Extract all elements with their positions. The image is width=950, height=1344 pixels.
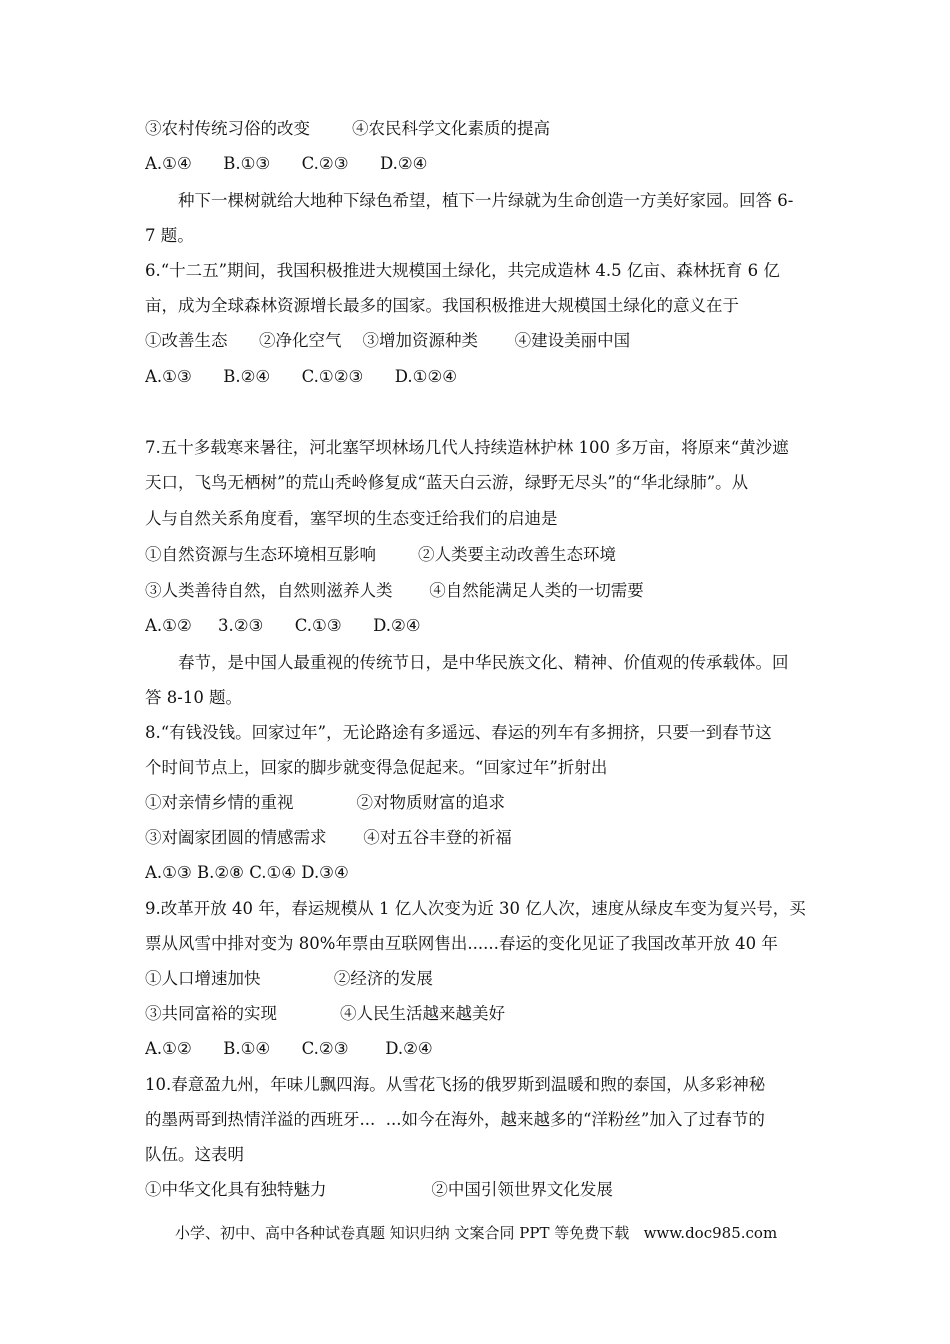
question-10: 10.春意盈九州，年味儿飘四海。从雪花飞扬的俄罗斯到温暖和煦的泰国，从多彩神秘	[145, 1075, 766, 1094]
question-9: 9.改革开放 40 年，春运规模从 1 亿人次变为近 30 亿人次，速度从绿皮车变为复兴号，买	[145, 899, 806, 918]
answer-options: A.①② B.①④ C.②③ D.②④	[145, 1039, 433, 1058]
choice-items: ①中华文化具有独特魅力 ②中国引领世界文化发展	[145, 1180, 613, 1199]
text-line: 的墨两哥到热情洋溢的西班牙... ...如今在海外，越来越多的“洋粉丝”加入了过春节的	[145, 1110, 765, 1129]
section-intro: 春节，是中国人最重视的传统节日，是中华民族文化、精神、价值观的传承载体。回	[178, 653, 789, 672]
text-line: 队伍。这表明	[145, 1145, 244, 1164]
choice-items: ③对阖家团圆的情感需求 ④对五谷丰登的祈福	[145, 828, 512, 847]
text-line: 票从风雪中排对变为 80%年票由互联网售出......春运的变化见证了我国改革开放 40 年	[145, 934, 778, 953]
choice-items: ①自然资源与生态环境相互影响 ②人类要主动改善生态环境	[145, 545, 616, 564]
answer-options: A.①③ B.②④ C.①②③ D.①②④	[145, 367, 458, 386]
text-line: 人与自然关系角度看，塞罕坝的生态变迁给我们的启迪是	[145, 509, 558, 528]
question-7: 7.五十多载寒来暑往，河北塞罕坝林场几代人持续造林护林 100 多万亩，将原来“黄沙遮	[145, 438, 789, 457]
choice-items: ①人口增速加快 ②经济的发展	[145, 969, 433, 988]
text-line: 个时间节点上，回家的脚步就变得急促起来。“回家过年”折射出	[145, 758, 608, 777]
text-line: 天口，飞鸟无栖树”的荒山秃岭修复成“蓝天白云游，绿野无尽头”的“华北绿肺”。从	[145, 473, 749, 492]
choice-items: ①改善生态 ②净化空气 ③增加资源种类 ④建设美丽中国	[145, 331, 631, 350]
choice-items: ①对亲情乡情的重视 ②对物质财富的追求	[145, 793, 505, 812]
question-6: 6.“十二五”期间，我国积极推进大规模国土绿化，共完成造林 4.5 亿亩、森林抚育 6 亿	[145, 261, 780, 280]
answer-options: A.①④ B.①③ C.②③ D.②④	[145, 154, 428, 173]
choice-items: ③人类善待自然，自然则滋养人类 ④自然能满足人类的一切需要	[145, 581, 644, 600]
answer-options: A.①③ B.②⑧ C.①④ D.③④	[145, 863, 349, 882]
footer-text: 小学、初中、高中各种试卷真题 知识归纳 文案合同 PPT 等免费下载 www.doc985.com	[175, 1224, 778, 1242]
question-8: 8.“有钱没钱。回家过年”，无论路途有多遥远、春运的列车有多拥挤，只要一到春节这	[145, 723, 772, 742]
text-line: ③农村传统习俗的改变 ④农民科学文化素质的提高	[145, 119, 550, 138]
choice-items: ③共同富裕的实现 ④人民生活越来越美好	[145, 1004, 505, 1023]
answer-options: A.①② 3.②③ C.①③ D.②④	[145, 616, 421, 635]
section-intro: 种下一棵树就给大地种下绿色希望，植下一片绿就为生命创造一方美好家园。回答 6-	[178, 191, 794, 210]
text-line: 7 题。	[145, 226, 194, 245]
text-line: 亩，成为全球森林资源增长最多的国家。我国积极推进大规模国土绿化的意义在于	[145, 296, 739, 315]
text-line: 答 8-10 题。	[145, 688, 243, 707]
